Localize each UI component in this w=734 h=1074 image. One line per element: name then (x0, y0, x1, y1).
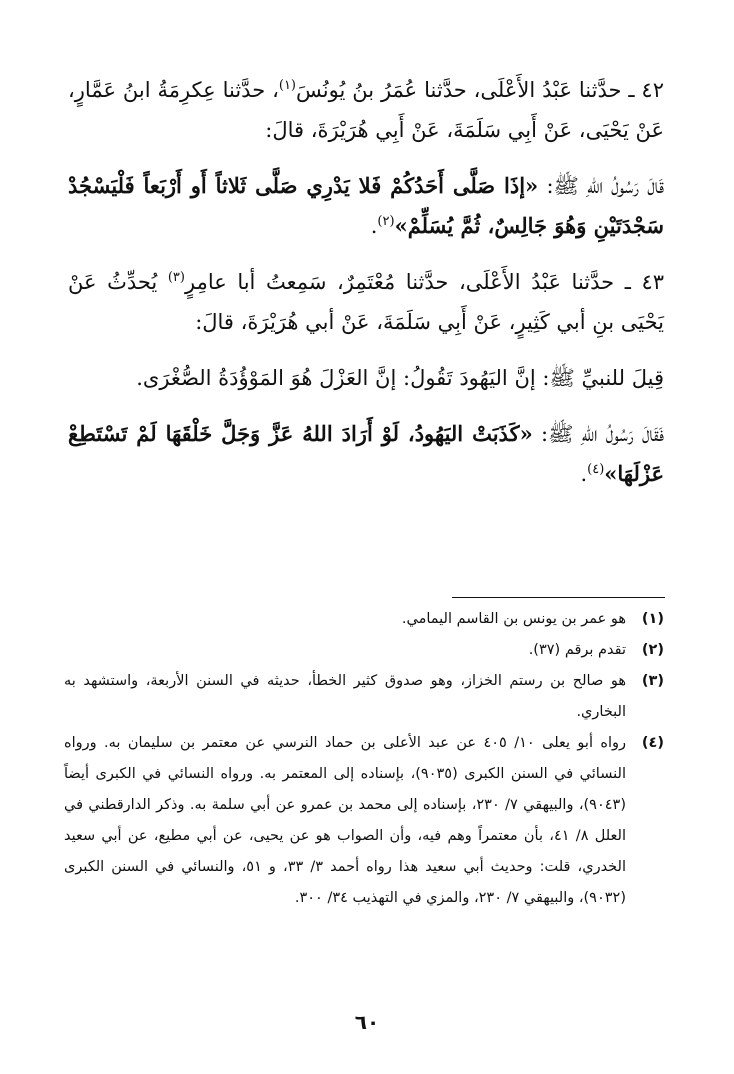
footnote-ref-3: (٣) (167, 270, 185, 285)
hadith-43-isnad-end: يُحدِّثُ عَنْ يَحْيَى بنِ أبي كَثِيرٍ، عَنْ أَبِي سَلَمَةَ، عَنْ أبي هُرَيْرَةَ، قالَ: (68, 270, 664, 334)
page-number: ٦٠ (354, 1010, 380, 1034)
footnote-text: هو صالح بن رستم الخزاز، وهو صدوق كثير الخطأ، حديثه في السنن الأربعة، واستشهد به البخاري. (64, 673, 626, 720)
hadith-43-lead: فَقَالَ رَسُولُ اللهِ ﷺ: (541, 422, 665, 446)
footnote-number: (٣) (641, 673, 664, 689)
footnote-text: تقدم برقم (٣٧). (528, 642, 626, 658)
hadith-42-end: . (370, 214, 378, 238)
hadith-43-end: . (580, 462, 588, 486)
hadith-43-question (68, 358, 664, 398)
main-text (68, 70, 664, 494)
hadith-42-isnad-end: ، حدَّثنا عِكرِمَةُ ابنُ عَمَّارٍ، عَنْ يَحْيَى، عَنْ أَبِي سَلَمَةَ، عَنْ أَبِي هُرَيْرَةَ، قالَ: (68, 78, 664, 142)
hadith-43-question-lead: قِيلَ للنبيِّ ﷺ: (542, 366, 664, 390)
footnote-ref-2: (٢) (377, 214, 395, 229)
hadith-43-isnad (68, 262, 664, 342)
footnote-4 (64, 728, 664, 914)
footnote-ref-1: (١) (278, 78, 296, 93)
footnote-ref-4: (٤) (587, 462, 605, 477)
hadith-42-lead: قَالَ رَسُولُ اللهِ ﷺ: (546, 174, 664, 198)
footnotes (64, 604, 664, 914)
hadith-43-quote: «كَذَبَتْ اليَهُودُ، لَوْ أَرَادَ اللهُ عَزَّ وَجَلَّ خَلْقَهَا لَمْ تَسْتَطِعْ عَزْلَهَا» (68, 421, 664, 486)
footnote-2 (64, 635, 664, 666)
footnote-number: (١) (641, 611, 664, 627)
hadith-42-isnad (68, 70, 664, 150)
footnote-number: (٢) (641, 642, 664, 658)
hadith-43-matn (68, 414, 664, 494)
hadith-43-question-text: إنَّ اليَهُودَ تَقُولُ: إنَّ العَزْلَ هُوَ المَوْؤُدَةُ الصُّغْرَى. (136, 366, 536, 390)
footnote-number: (٤) (641, 735, 664, 751)
footnote-text: هو عمر بن يونس بن القاسم اليمامي. (401, 611, 626, 627)
footnote-text: رواه أبو يعلى ١٠/ ٤٠٥ عن عبد الأعلى بن حماد النرسي عن معتمر بن سليمان به. ورواه النسائي في السنن الكبرى (٩٠٣٥)، بإسناده إلى المعتمر به. ورواه النسائي في الكبرى أيضاً (٩٠٤٣)، والبيهقي ٧/ ٢٣٠، بإسناده إلى محمد بن عمرو عن أبي سلمة به. وذكر الدارقطني في العلل ٨/ ٤١، بأن معتمراً وهم فيه، وأن الصواب هو عن يحيى، عن أبي مطيع، عن أبي سعيد الخدري، قلت: وحديث أبي سعيد هذا رواه أحمد ٣/ ٣٣، و ٥١، والنسائي في السنن الكبرى (٩٠٣٢)، والبيهقي ٧/ ٢٣٠، والمزي في التهذيب ٣٤/ ٣٠٠. (64, 735, 627, 906)
footnote-1 (64, 604, 664, 635)
hadith-42-quote: «إذَا صَلَّى أَحَدُكُمْ فَلا يَدْرِي صَلَّى ثَلاثاً أَو أَرْبَعاً فَلْيَسْجُدْ سَجْدَتَيْنِ وَهُوَ جَالِسٌ، ثُمَّ يُسَلِّمْ» (68, 173, 664, 238)
hadith-42-matn (68, 166, 664, 246)
footnote-3 (64, 666, 664, 728)
footnote-separator (452, 597, 665, 598)
hadith-42-isnad-start: ٤٢ ـ حدَّثنا عَبْدُ الأَعْلَى، حدَّثنا عُمَرُ بنُ يُونُسَ (296, 78, 664, 102)
hadith-43-isnad-start: ٤٣ ـ حدَّثنا عَبْدُ الأَعْلَى، حدَّثنا مُعْتَمِرٌ، سَمِعتُ أبا عامِرٍ (184, 270, 664, 294)
